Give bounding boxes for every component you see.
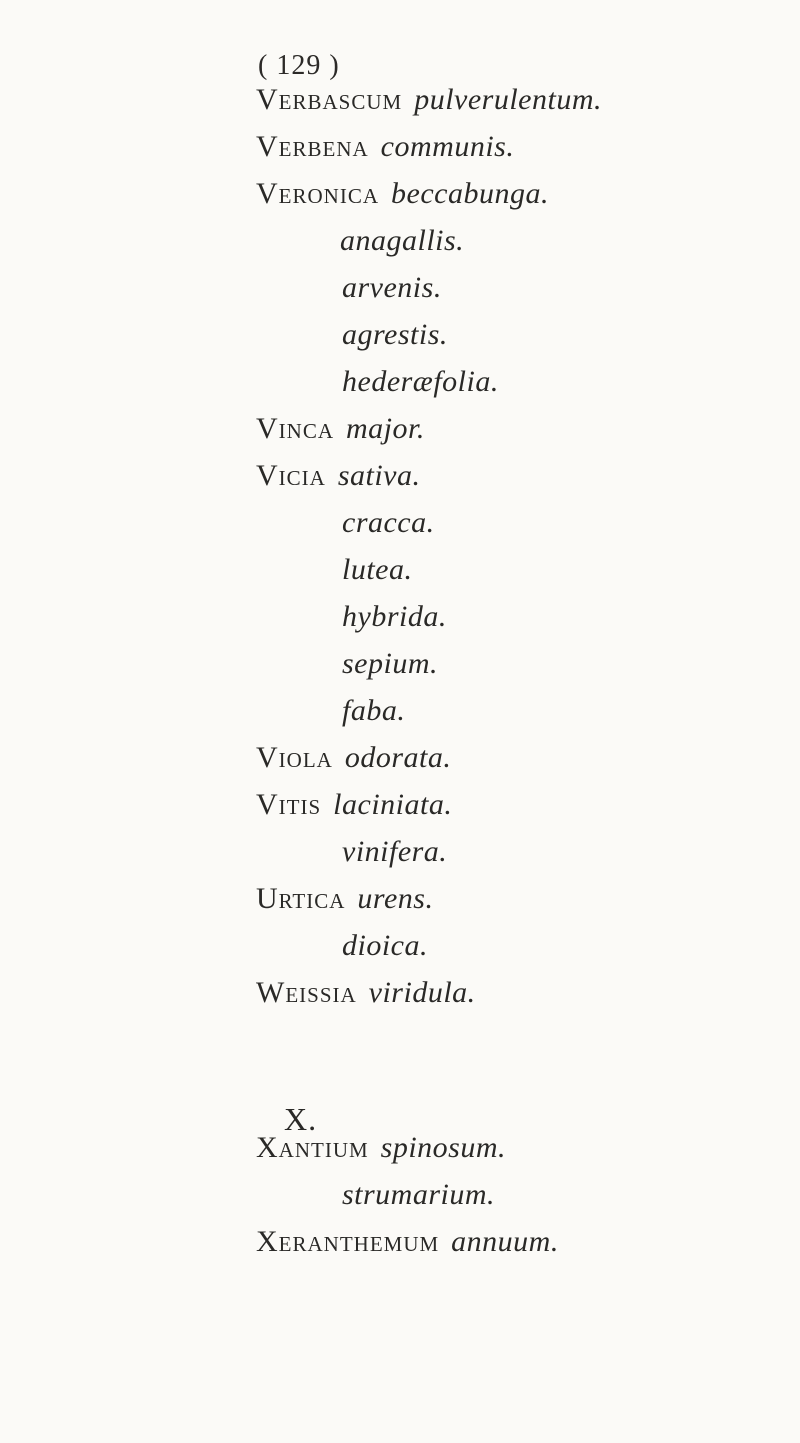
entry-vicia-sepium — [342, 649, 438, 679]
genus-name: Verbascum — [256, 83, 403, 116]
entry-veronica-agrestis — [342, 320, 448, 350]
species-name: strumarium. — [342, 1178, 496, 1211]
species-name: dioica. — [342, 929, 428, 962]
entry-vicia-lutea — [342, 555, 413, 585]
species-name: lutea. — [342, 553, 413, 586]
entry-vicia-cracca — [342, 508, 435, 538]
entry-urtica-dioica — [342, 931, 428, 961]
species-name: sativa. — [337, 459, 421, 492]
species-name: odorata. — [344, 741, 452, 774]
page-number: ( 129 ) — [258, 50, 340, 81]
species-name: arvenis. — [342, 271, 442, 304]
species-name: agrestis. — [342, 318, 448, 351]
entry-veronica-arvenis — [342, 273, 442, 303]
entry-vicia-faba — [342, 696, 405, 726]
species-name: annuum. — [451, 1225, 559, 1258]
entry-vitis-vinifera — [342, 837, 447, 867]
genus-name: Vinca — [256, 412, 334, 445]
species-name: hederæfolia. — [342, 365, 499, 398]
genus-name: Viola — [256, 741, 333, 774]
species-name: major. — [346, 412, 425, 445]
species-name: anagallis. — [340, 224, 465, 257]
entry-vinca — [256, 414, 425, 444]
entry-vicia-hybrida — [342, 602, 447, 632]
species-name: faba. — [342, 694, 406, 727]
species-name: viridula. — [368, 976, 476, 1009]
species-name: cracca. — [342, 506, 435, 539]
entry-viola — [256, 743, 451, 773]
genus-name: Verbena — [256, 130, 369, 163]
genus-name: Xantium — [256, 1131, 369, 1164]
entry-xeranthemum — [256, 1227, 559, 1257]
entry-veronica — [256, 179, 549, 209]
entry-xantium-strumarium — [342, 1180, 495, 1210]
species-name: hybrida. — [342, 600, 447, 633]
genus-name: Urtica — [256, 882, 346, 915]
genus-name: Weissia — [256, 976, 357, 1009]
species-name: beccabunga. — [391, 177, 549, 210]
entry-veronica-hederaefolia — [342, 367, 499, 397]
species-name: pulverulentum. — [414, 83, 602, 116]
entry-veronica-anagallis — [340, 226, 464, 256]
species-name: spinosum. — [380, 1131, 507, 1164]
entry-verbena — [256, 132, 514, 162]
species-name: urens. — [357, 882, 434, 915]
genus-name: Veronica — [256, 177, 379, 210]
entry-weissia — [256, 978, 476, 1008]
species-name: laciniata. — [333, 788, 453, 821]
species-name: vinifera. — [342, 835, 448, 868]
entry-vitis — [256, 790, 452, 820]
entry-urtica — [256, 884, 433, 914]
entry-vicia — [256, 461, 421, 491]
section-heading-x: X. — [284, 1101, 318, 1137]
genus-name: Xeranthemum — [256, 1225, 440, 1258]
entry-xantium — [256, 1133, 506, 1163]
entry-verbascum — [256, 85, 602, 115]
genus-name: Vicia — [256, 459, 326, 492]
genus-name: Vitis — [256, 788, 322, 821]
species-name: sepium. — [342, 647, 438, 680]
species-name: communis. — [380, 130, 515, 163]
